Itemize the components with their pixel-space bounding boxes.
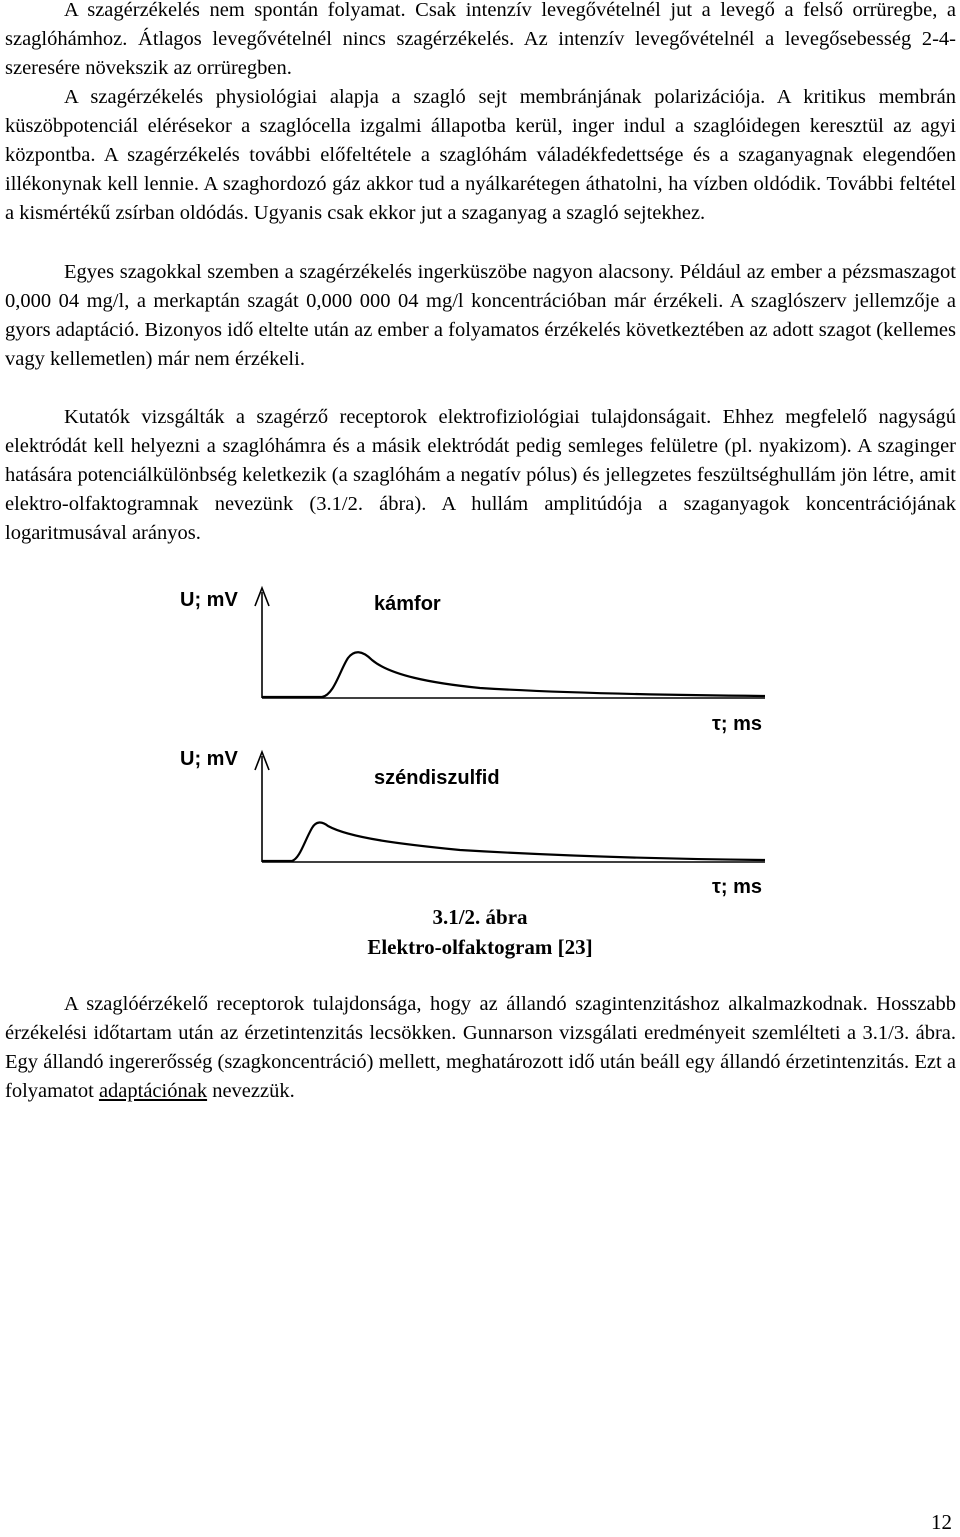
paragraph-4: Kutatók vizsgálták a szagérző receptorok elektrofiziológiai tulajdonságait. Ehhez megfelelő nagyságú elektródát kell helyezni a szaglóhámra és a másik elektródát pedig semleges felületre (pl. nyakizom). A szaginger hatására potenciálkülönbség keletkezik (a szaglóhám a negatív pólus) és jellegzetes feszültséghullám jön létre, amit elektro-olfaktogramnak nevezünk (3.1/2. ábra). A hullám amplitúdója a szaganyagok koncentrációjának logaritmusával arányos. [5, 406, 956, 545]
camphor-curve [262, 652, 765, 697]
panel1-y-axis-label: U; mV [180, 589, 238, 611]
electro-olfactogram-figure [0, 580, 960, 910]
paragraph-3: Egyes szagokkal szemben a szagérzékelés ingerküszöbe nagyon alacsony. Például az ember a pézsmaszagot 0,000 04 mg/l, a merkaptán szagát 0,000 000 04 mg/l koncentrációban már érzékeli. A szaglószerv jellemzője a gyors adaptáció. Bizonyos idő eltelte után az ember a folyamatos érzékelés következtében az adott szagot (kellemes vagy kellemetlen) már nem érzékeli. [5, 261, 956, 371]
panel1-x-axis-label: τ; ms [712, 713, 763, 735]
figure-caption-number: 3.1/2. ábra [432, 905, 528, 929]
panel2-series-label: széndiszulfid [374, 767, 500, 789]
figure-panel-camphor [180, 588, 765, 735]
figure-caption-title: Elektro-olfaktogram [23] [367, 935, 593, 959]
paragraph-5-end: nevezzük. [207, 1080, 295, 1103]
paragraph-5-text: A szaglóérzékelő receptorok tulajdonsága, hogy az állandó szagintenzitáshoz alkalmazkodnak. Hosszabb érzékelési időtartam után az érzetintenzitás lecsökken. Gunnarson vizsgálati eredményeit szemlélteti a 3.1/3. ábra. Egy állandó ingererősség (szagkoncentráció) mellett, meghatározott idő után beáll egy állandó érzetintenzitás. Ezt a folyamatot [5, 993, 956, 1103]
panel2-x-axis-label: τ; ms [712, 876, 763, 898]
paragraph-5 [5, 990, 956, 1106]
figure-panel-carbon-disulfide [180, 748, 765, 898]
paragraph-1: A szagérzékelés nem spontán folyamat. Csak intenzív levegővételnél jut a levegő a felső orrüregbe, a szaglóhámhoz. Átlagos levegővételnél nincs szagérzékelés. Az intenzív levegővételnél a levegősebesség 2-4-szeresére növekszik az orrüregben. [5, 0, 956, 80]
adaptation-term-link: adaptációnak [98, 1080, 208, 1103]
paragraph-2: A szagérzékelés physiológiai alapja a szagló sejt membránjának polarizációja. A kritikus membrán küszöbpotenciál elérésekor a szaglócella izgalmi állapotba kerül, inger indul a szaglóidegen keresztül az agyi központba. A szagérzékelés további előfeltétele a szaglóhám váladékfedettsége és a szaganyagnak elegendően illékonynak kell lennie. A szaghordozó gáz akkor tud a nyálkarétegen áthatolni, ha vízben oldódik. További feltétel a kismértékű zsírban oldódás. Ugyanis csak ekkor jut a szaganyag a szagló sejtekhez. [5, 86, 956, 225]
carbon-disulfide-curve [262, 822, 765, 861]
panel2-y-axis-label: U; mV [180, 748, 238, 770]
panel1-series-label: kámfor [374, 593, 441, 615]
page-number: 12 [931, 1510, 952, 1534]
